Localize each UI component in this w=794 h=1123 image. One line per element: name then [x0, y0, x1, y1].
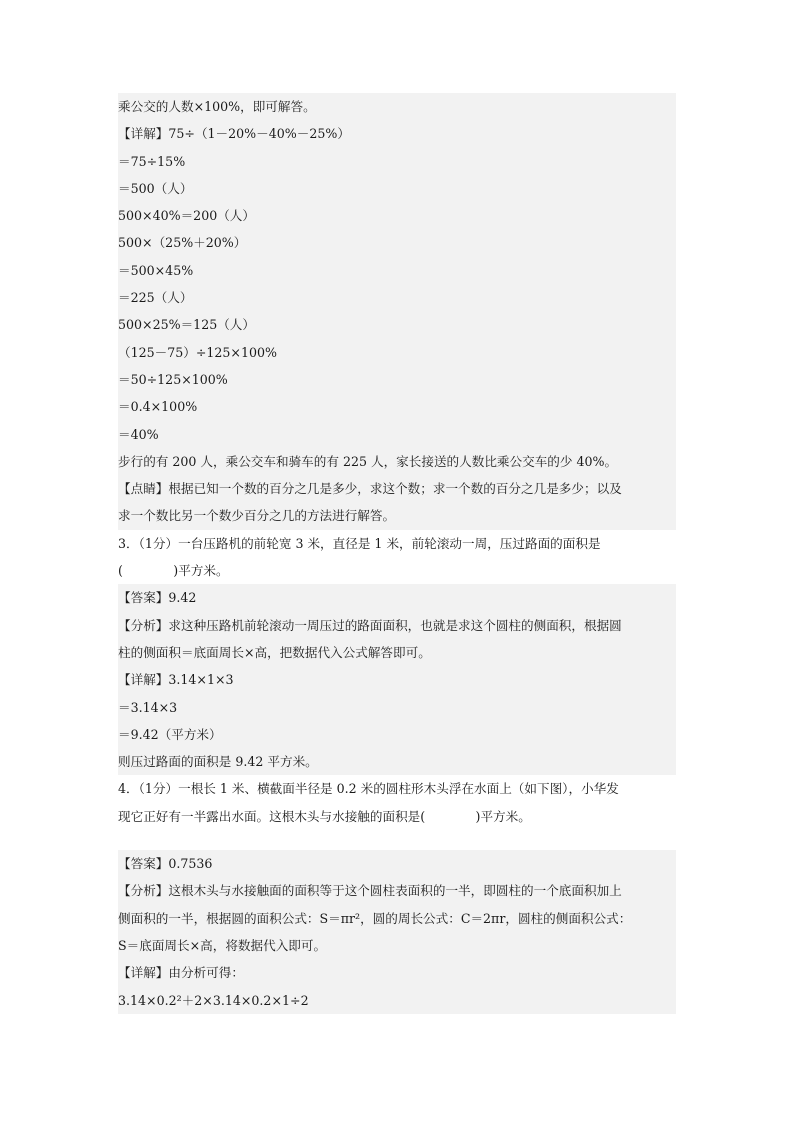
text-line: S＝底面周长×高，将数据代入即可。 — [118, 932, 676, 959]
question-4-line: 4．（1分）一根长 1 米、横截面半径是 0.2 米的圆柱形木头浮在水面上（如下图），小华发 — [118, 775, 676, 802]
text-line: （125－75）÷125×100% — [118, 339, 676, 366]
text-line: 【详解】3.14×1×3 — [118, 666, 676, 693]
text-line: 求一个数比另一个数少百分之几的方法进行解答。 — [118, 502, 676, 529]
answer-line: 【答案】0.7536 — [118, 850, 676, 877]
text-line: ＝225（人） — [118, 284, 676, 311]
document-page — [118, 93, 676, 1014]
text-line: ＝0.4×100% — [118, 393, 676, 420]
text-line: 500×25%＝125（人） — [118, 311, 676, 338]
text-line: 【详解】75÷（1－20%－40%－25%） — [118, 120, 676, 147]
text-line: 3.14×0.2²＋2×3.14×0.2×1÷2 — [118, 987, 676, 1014]
question-4-line: 现它正好有一半露出水面。这根木头与水接触的面积是( )平方米。 — [118, 803, 676, 830]
text-line: 侧面积的一半，根据圆的面积公式：S＝πr²，圆的周长公式：C＝2πr，圆柱的侧面积公式： — [118, 905, 676, 932]
question-3-line: ( )平方米。 — [118, 557, 676, 584]
answer-line: 【答案】9.42 — [118, 584, 676, 611]
text-line: 【详解】由分析可得： — [118, 959, 676, 986]
text-line: ＝500（人） — [118, 175, 676, 202]
text-line: 步行的有 200 人，乘公交车和骑车的有 225 人，家长接送的人数比乘公交车的少 40%。 — [118, 448, 676, 475]
question-3-line: 3．（1分）一台压路机的前轮宽 3 米，直径是 1 米，前轮滚动一周，压过路面的面积是 — [118, 530, 676, 557]
text-line: 【点睛】根据已知一个数的百分之几是多少，求这个数；求一个数的百分之几是多少；以及 — [118, 475, 676, 502]
text-line: ＝40% — [118, 421, 676, 448]
text-line: ＝9.42（平方米） — [118, 721, 676, 748]
text-line: 则压过路面的面积是 9.42 平方米。 — [118, 748, 676, 775]
text-line: 500×40%＝200（人） — [118, 202, 676, 229]
text-line: 乘公交的人数×100%，即可解答。 — [118, 93, 676, 120]
figure-gap — [118, 830, 676, 850]
text-line: 【分析】这根木头与水接触面的面积等于这个圆柱表面积的一半，即圆柱的一个底面积加上 — [118, 877, 676, 904]
text-line: ＝3.14×3 — [118, 694, 676, 721]
text-line: 柱的侧面积＝底面周长×高，把数据代入公式解答即可。 — [118, 639, 676, 666]
text-line: 【分析】求这种压路机前轮滚动一周压过的路面面积，也就是求这个圆柱的侧面积，根据圆 — [118, 612, 676, 639]
text-line: ＝50÷125×100% — [118, 366, 676, 393]
text-line: 500×（25%＋20%） — [118, 229, 676, 256]
text-line: ＝75÷15% — [118, 148, 676, 175]
text-line: ＝500×45% — [118, 257, 676, 284]
